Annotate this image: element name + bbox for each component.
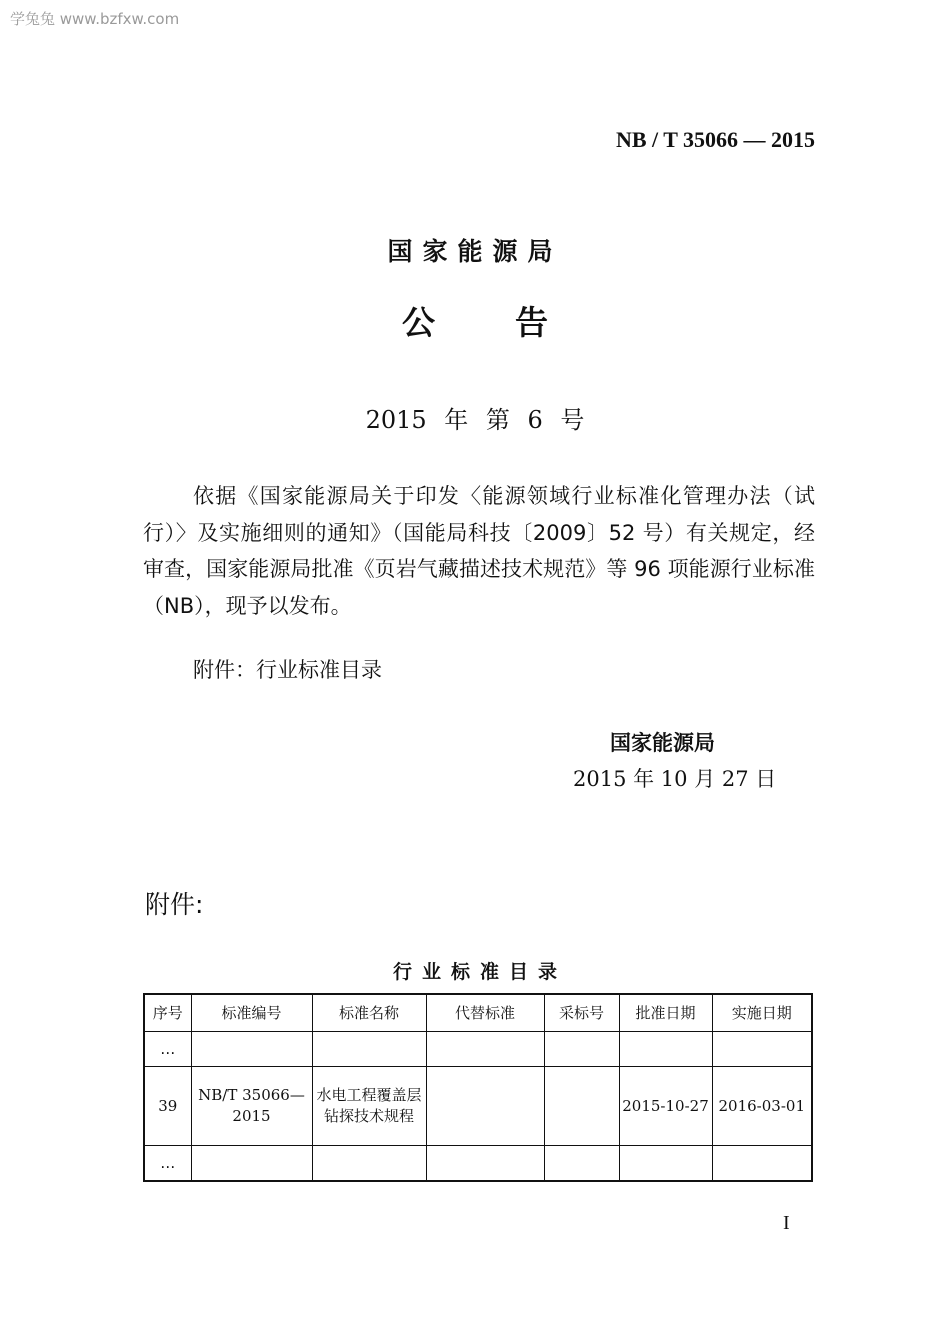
- table-cell: [619, 1146, 712, 1182]
- standard-code: NB / T 35066 — 2015: [615, 127, 815, 152]
- attachment-line: 附件：行业标准目录: [193, 658, 382, 682]
- table-cell: [191, 1146, 312, 1182]
- header-standard-number: 标准编号: [191, 994, 312, 1032]
- header-replaced-standard: 代替标准: [426, 994, 544, 1032]
- table-header-row: [144, 994, 812, 1032]
- issuer-title: 国家能源局: [387, 237, 563, 266]
- header-approval-date: 批准日期: [619, 994, 712, 1032]
- table-cell: [312, 1032, 426, 1067]
- signature-org: 国家能源局: [610, 731, 715, 755]
- table-cell: 2016-03-01: [712, 1067, 812, 1146]
- notice-number: 2015 年 第 6 号: [365, 406, 585, 434]
- table-cell: [426, 1067, 544, 1146]
- table-row: [144, 1032, 812, 1067]
- table-cell: [544, 1146, 619, 1182]
- table-title: 行业标准目录: [392, 961, 567, 983]
- table-cell: …: [144, 1032, 191, 1067]
- table-row: [144, 1146, 812, 1182]
- standards-table: [143, 993, 813, 1182]
- table-cell: [426, 1032, 544, 1067]
- attachment-heading: 附件:: [145, 890, 204, 919]
- notice-body: [143, 478, 815, 624]
- table-cell: 2015-10-27: [619, 1067, 712, 1146]
- table-cell: NB/T 35066—2015: [191, 1067, 312, 1146]
- table-cell: …: [144, 1146, 191, 1182]
- watermark-text: 学兔兔 www.bzfxw.com: [10, 10, 180, 28]
- table-row: [144, 1067, 812, 1146]
- notice-title: 公告: [402, 303, 628, 342]
- table-cell: [312, 1146, 426, 1182]
- signature-date: 2015 年 10 月 27 日: [573, 767, 777, 791]
- table-cell: [712, 1032, 812, 1067]
- page-number: I: [783, 1212, 790, 1234]
- table-cell: [619, 1032, 712, 1067]
- header-implementation-date: 实施日期: [712, 994, 812, 1032]
- table-cell: 水电工程覆盖层钻探技术规程: [312, 1067, 426, 1146]
- table-cell: [426, 1146, 544, 1182]
- table-cell: [191, 1032, 312, 1067]
- table-cell: 39: [144, 1067, 191, 1146]
- header-standard-name: 标准名称: [312, 994, 426, 1032]
- header-adopted-number: 采标号: [544, 994, 619, 1032]
- table-cell: [544, 1067, 619, 1146]
- table-cell: [712, 1146, 812, 1182]
- header-serial: 序号: [144, 994, 191, 1032]
- table-cell: [544, 1032, 619, 1067]
- notice-paragraph: 依据《国家能源局关于印发〈能源领域行业标准化管理办法（试行）〉及实施细则的通知》（国能局科技〔2009〕52 号）有关规定，经审查，国家能源局批准《页岩气藏描述技术规范》等 96 项能源行业标准（NB），现予以发布。: [143, 484, 815, 618]
